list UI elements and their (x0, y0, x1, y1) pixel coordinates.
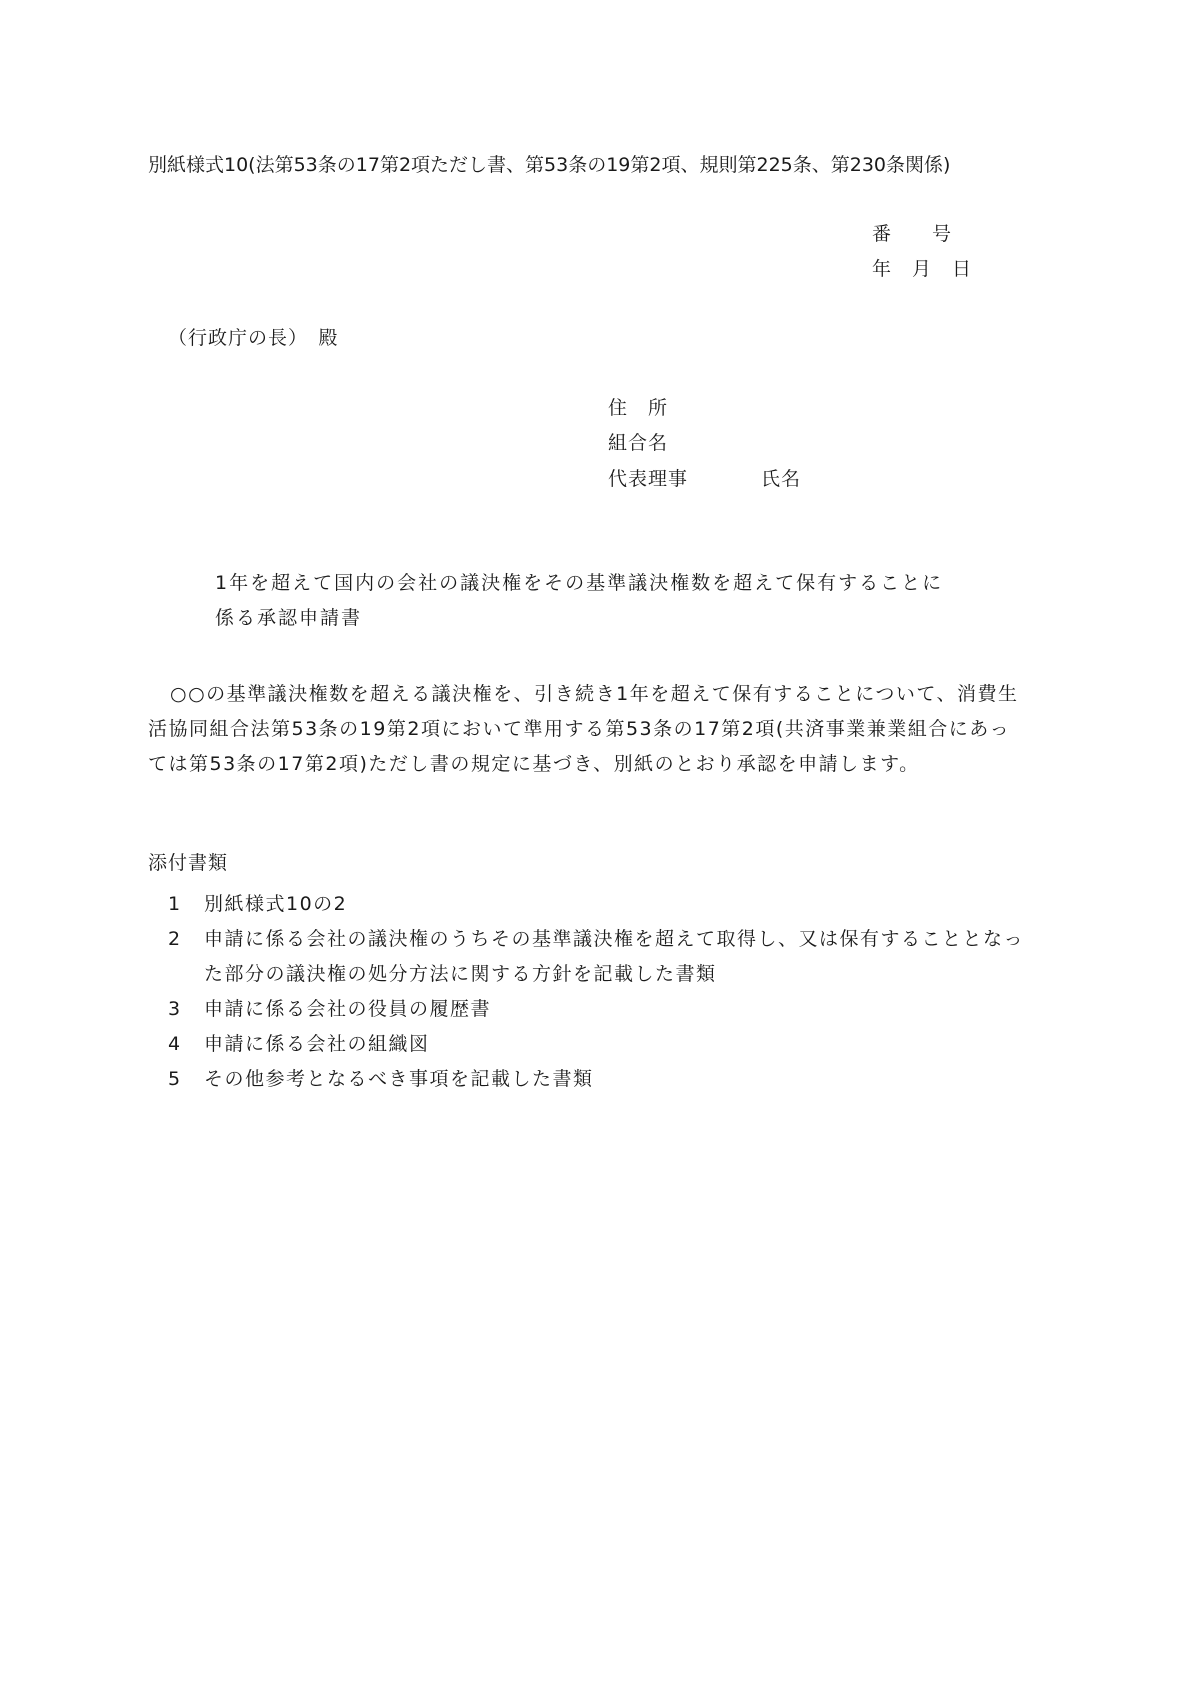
attachment-item (168, 922, 1028, 992)
sender-name-label: 氏名 (761, 468, 802, 490)
form-header: 別紙様式10(法第53条の17第2項ただし書、第53条の19第2項、規則第225条、第230条関係) (148, 154, 951, 176)
attachments-title: 添付書類 (148, 852, 229, 874)
attachment-text: 申請に係る会社の議決権のうちその基準議決権を超えて取得し、又は保有することとなった部分の議決権の処分方法に関する方針を記載した書類 (204, 928, 1025, 985)
attachment-text: 申請に係る会社の組織図 (204, 1033, 430, 1055)
attachment-number: 1 (168, 893, 182, 915)
document-body: ○○の基準議決権数を超える議決権を、引き続き1年を超えて保有することについて、消費生活協同組合法第53条の19第2項において準用する第53条の17第2項(共済事業兼業組合にあっては第53条の17第2項)ただし書の規定に基づき、別紙のとおり承認を申請します。 (148, 683, 1019, 775)
document-date-label: 年 月 日 (872, 258, 973, 280)
attachment-number: 4 (168, 1033, 182, 1055)
attachment-item (168, 992, 1028, 1027)
attachment-number: 3 (168, 998, 182, 1020)
sender-union-label: 組合名 (608, 432, 669, 454)
document-title-line-2: 係る承認申請書 (215, 607, 363, 629)
attachment-text: 申請に係る会社の役員の履歴書 (204, 998, 492, 1020)
attachment-number: 5 (168, 1068, 182, 1090)
attachment-text: 別紙様式10の2 (204, 893, 348, 915)
sender-address-label: 住 所 (608, 397, 669, 419)
attachment-number: 2 (168, 928, 182, 950)
attachments-list (168, 887, 1028, 1097)
attachment-item (168, 1062, 1028, 1097)
attachment-text: その他参考となるべき事項を記載した書類 (204, 1068, 594, 1090)
addressee: （行政庁の長） 殿 (168, 327, 339, 349)
attachment-item (168, 1027, 1028, 1062)
document-number-label: 番 号 (872, 223, 953, 245)
attachment-item (168, 887, 1028, 922)
document-title-line-1: 1年を超えて国内の会社の議決権をその基準議決権数を超えて保有することに (215, 572, 944, 594)
sender-representative-label: 代表理事 (608, 468, 689, 490)
